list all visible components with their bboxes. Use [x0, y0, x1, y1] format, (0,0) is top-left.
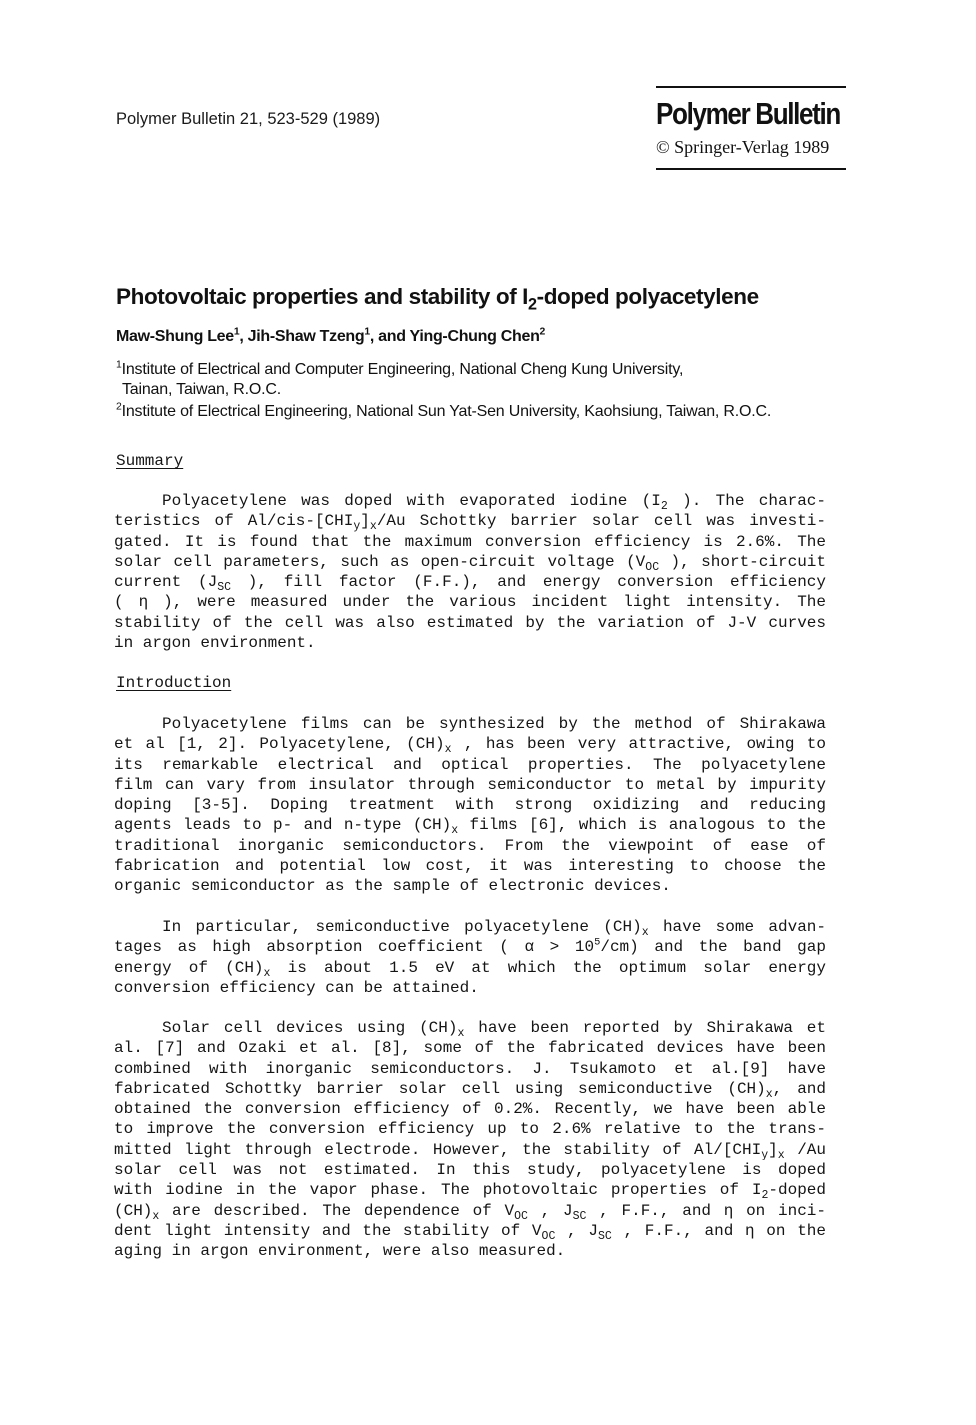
text-line: its remarkable electrical and optical properties. The polyacetylene — [114, 755, 826, 774]
text-line: traditional inorganic semiconductors. From the viewpoint of ease of — [114, 836, 826, 855]
text-line: al. [7] and Ozaki et al. [8], some of the fabricated devices have been — [114, 1039, 826, 1058]
text-line: $(CH)_x$ are described. The dependence of $V_{OC}$ , $J_{SC}$ , F.F., and η on inci- — [114, 1201, 826, 1221]
text-line: combined with inorganic semiconductors. J. Tsukamoto et al.[9] have — [114, 1059, 826, 1078]
journal-name: Polymer Bulletin — [656, 96, 840, 131]
author-list: Maw-Shung Lee$^1$, Jih-Shaw Tzeng$^1$, and Ying-Chung Chen$^2$ — [116, 326, 546, 345]
intro-paragraph-2 — [114, 917, 826, 998]
text-line: et al [1, 2]. Polyacetylene, $(CH)_x$ , has been very attractive, owing to — [114, 735, 826, 755]
text-line: Solar cell devices using $(CH)_x$ have been reported by Shirakawa et — [162, 1019, 826, 1039]
text-line: gated. It is found that the maximum conversion efficiency is 2.6%. The — [114, 532, 826, 551]
text-line: ( η ), were measured under the various incident light intensity. The — [114, 593, 826, 612]
text-line: organic semiconductor as the sample of electronic devices. — [114, 877, 671, 896]
text-line: doping [3-5]. Doping treatment with strong oxidizing and reducing — [114, 796, 826, 815]
journal-citation: Polymer Bulletin 21, 523-529 (1989) — [116, 110, 381, 128]
text-line: conversion efficiency can be attained. — [114, 978, 479, 997]
text-line: fabricated Schottky barrier solar cell using semiconductive $(CH)_x$, and — [114, 1079, 826, 1100]
text-line: mitted light through electrode. However, the stability of $Al/[CHI_y]_x$ /Au — [114, 1140, 826, 1161]
text-line: stability of the cell was also estimated by the variation of J-V curves — [114, 613, 826, 632]
publisher-copyright: © Springer-Verlag 1989 — [656, 137, 830, 157]
text-line: solar cell parameters, such as open-circuit voltage ($V_{OC}$ ), short-circuit — [114, 552, 826, 573]
affiliation-2: $^2$Institute of Electrical Engineering, National Sun Yat-Sen University, Kaohsiung, Taiwan, R.O.C. — [116, 401, 772, 420]
text-line: agents leads to p- and n-type $(CH)_x$ films [6], which is analogous to the — [114, 816, 826, 836]
summary-paragraph — [114, 491, 826, 653]
masthead-bottom-rule — [656, 168, 846, 170]
text-line: current ($J_{SC}$ ), fill factor (F.F.), and energy conversion efficiency — [114, 573, 826, 593]
text-line: dent light intensity and the stability of $V_{OC}$ , $J_{SC}$ , F.F., and η on the — [114, 1221, 826, 1242]
text-line: obtained the conversion efficiency of 0.2%. Recently, we have been able — [114, 1100, 826, 1119]
text-line: tages as high absorption coefficient ( $\alpha > 10^5/cm$) and the band gap — [114, 937, 826, 957]
summary-heading: Summary — [116, 452, 184, 470]
journal-masthead — [656, 86, 846, 170]
text-line: film can vary from insulator through semiconductor to metal by impurity — [114, 775, 826, 794]
text-line: teristics of $Al/cis-[CHI_y]_x/Au$ Schottky barrier solar cell was investi- — [114, 512, 826, 532]
introduction-heading: Introduction — [116, 674, 232, 692]
affiliation-1: $^1$Institute of Electrical and Computer Engineering, National Cheng Kung University, Tainan, Taiwan, R.O.C. — [116, 359, 684, 398]
text-line: Polyacetylene was doped with evaporated iodine ($I_2$ ). The charac- — [162, 492, 826, 512]
text-line: energy of $(CH)_x$ is about 1.5 eV at which the optimum solar energy — [114, 958, 826, 978]
paper-title: Photovoltaic properties and stability of $I_2$-doped polyacetylene — [116, 284, 759, 314]
masthead-top-rule — [656, 86, 846, 88]
text-line: in argon environment. — [114, 634, 316, 653]
text-line: In particular, semiconductive polyacetylene $(CH)_x$ have some advan- — [162, 918, 826, 938]
text-line: fabrication and potential low cost, it was interesting to choose the — [114, 857, 826, 876]
text-line: Polyacetylene films can be synthesized by the method of Shirakawa — [162, 715, 826, 733]
text-line: solar cell was not estimated. In this study, polyacetylene is doped — [114, 1161, 826, 1180]
text-line: with iodine in the vapor phase. The photovoltaic properties of $I_2$-doped — [114, 1181, 826, 1201]
intro-paragraph-1 — [114, 714, 826, 897]
intro-paragraph-3 — [114, 1018, 826, 1262]
text-line: to improve the conversion efficiency up to 2.6% relative to the trans- — [114, 1120, 826, 1139]
text-line: aging in argon environment, were also measured. — [114, 1242, 566, 1261]
